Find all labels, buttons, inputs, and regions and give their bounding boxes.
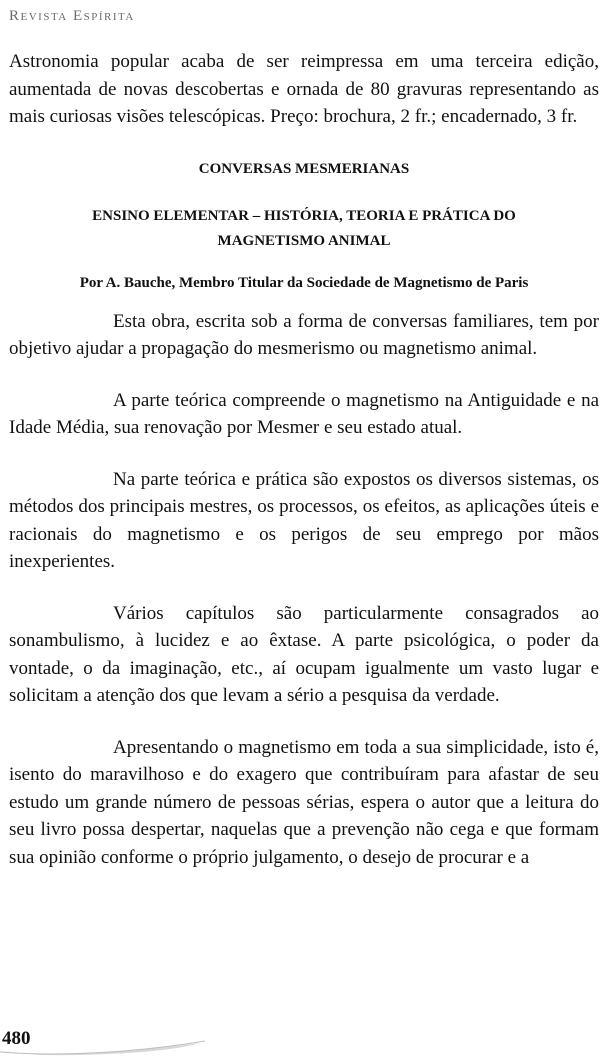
body-paragraph: Vários capítulos são particularmente consagrados ao sonambulismo, à lucidez e ao êxtase. A parte psicológica, o poder da vontade, o da imaginação, etc., aí ocupam igualmente um vasto lugar e solicitam a atenção dos que levam a sério a pesquisa da verdade.: [9, 602, 599, 706]
section-subtitle: ENSINO ELEMENTAR – HISTÓRIA, TEORIA E PRÁTICA DO MAGNETISMO ANIMAL: [92, 207, 516, 249]
intro-paragraph: Astronomia popular acaba de ser reimpressa em uma terceira edição, aumentada de novas descobertas e ornada de 80 gravuras representando as mais curiosas visões telescópicas. Preço: brochura, 2 fr.; encadernado, 3 fr.: [9, 51, 599, 127]
section-title: CONVERSAS MESMERIANAS: [198, 160, 410, 177]
page-number: 480: [2, 1028, 31, 1049]
body-paragraph: A parte teórica compreende o magnetismo na Antiguidade e na Idade Média, sua renovação por Mesmer e seu estado atual.: [9, 389, 599, 438]
author-byline: Por A. Bauche, Membro Titular da Sociedade de Magnetismo de Paris: [79, 274, 529, 291]
body-paragraph: Esta obra, escrita sob a forma de conversas familiares, tem por objetivo ajudar a propagação do mesmerismo ou magnetismo animal.: [9, 310, 599, 359]
running-head: Revista Espírita: [9, 8, 135, 24]
body-paragraph: Na parte teórica e prática são expostos os diversos sistemas, os métodos dos principais mestres, os processos, os efeitos, as aplicações úteis e racionais do magnetismo e os perigos de seu emprego por mãos inexperientes.: [9, 468, 599, 572]
body-paragraph: Apresentando o magnetismo em toda a sua simplicidade, isto é, isento do maravilhoso e do exagero que contribuíram para afastar de seu estudo um grande número de pessoas sérias, espera o autor que a leitura do seu livro possa despertar, naquelas que a prevenção não cega e que formam sua opinião conforme o próprio julgamento, o desejo de procurar e a: [9, 736, 599, 868]
footer-swoosh-icon: [0, 1024, 230, 1056]
page-body: [9, 48, 599, 895]
page-footer: [0, 1024, 230, 1056]
